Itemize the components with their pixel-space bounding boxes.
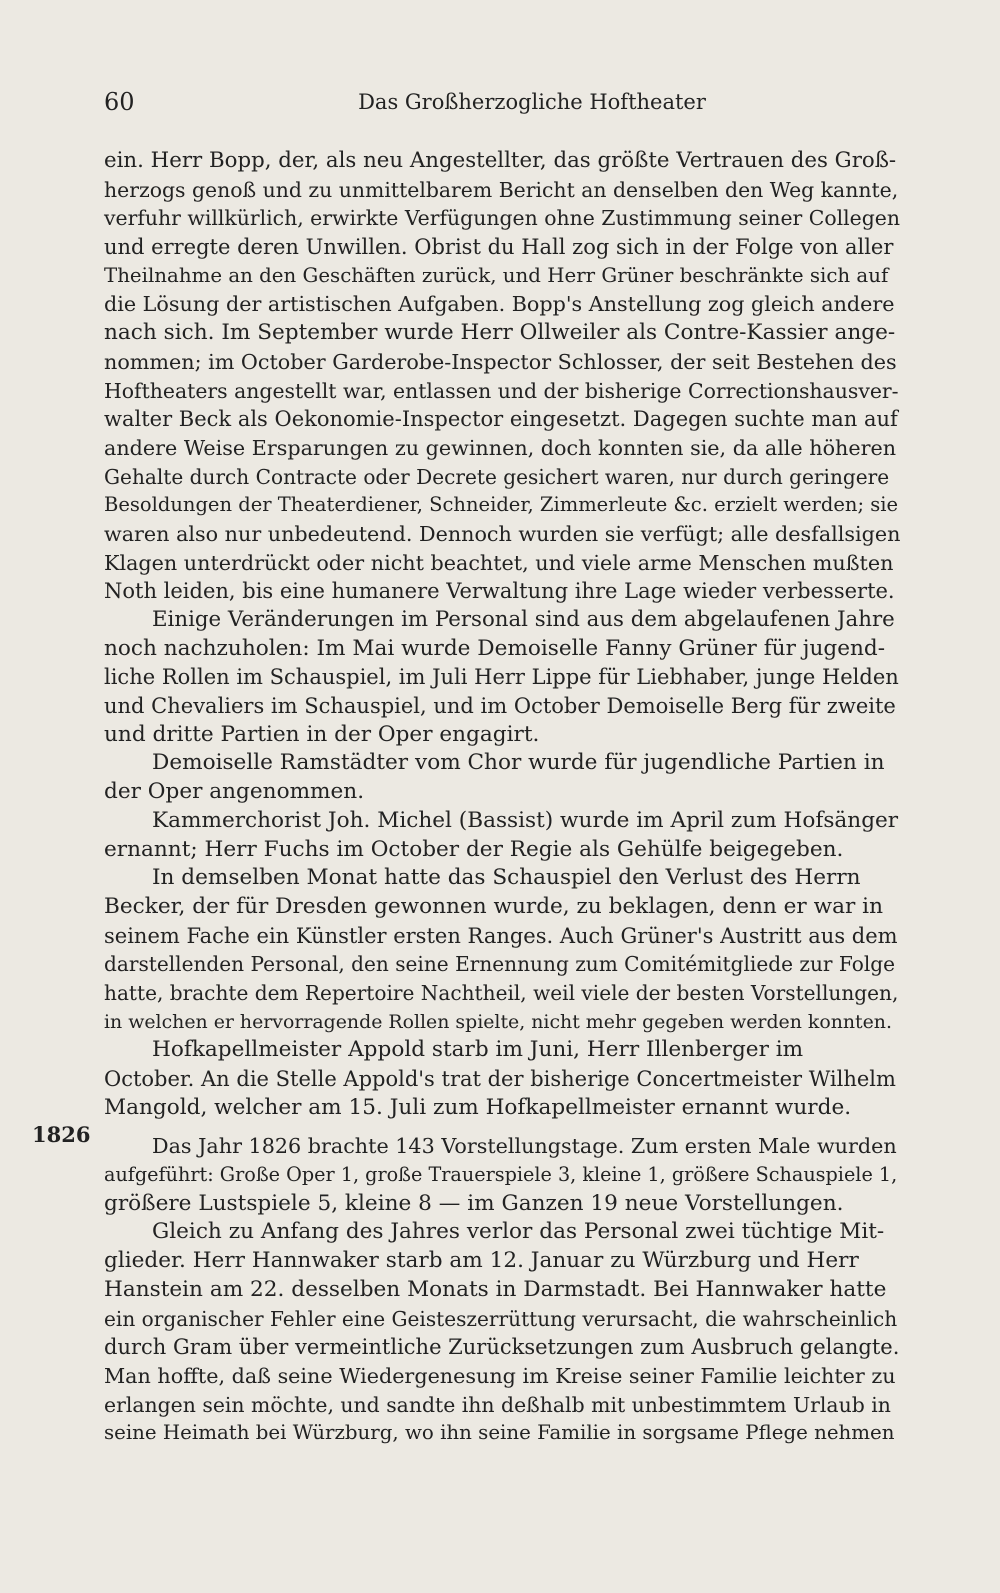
text-line: der Oper angenommen. [104,779,365,805]
text-line: noch nachzuholen: Im Mai wurde Demoiselle Fanny Grüner für jugend- [104,635,886,661]
text-line: und erregte deren Unwillen. Obrist du Hall zog sich in der Folge von aller [104,235,894,260]
text-line: nach sich. Im September wurde Herr Ollweiler als Contre-Kassier ange- [104,320,896,346]
running-title: Das Großherzogliche Hoftheater [358,90,706,114]
text-line: ein organischer Fehler eine Geisteszerrüttung verursacht, die wahrscheinlich [104,1306,898,1331]
text-line: erlangen sein möchte, und sandte ihn deßhalb mit unbestimmtem Urlaub in [104,1392,891,1417]
text-line: Hanstein am 22. desselben Monats in Darmstadt. Bei Hannwaker hatte [104,1276,887,1302]
page-header [104,88,900,124]
text-line: und Chevaliers im Schauspiel, und im October Demoiselle Berg für zweite [104,694,896,719]
text-line: waren also nur unbedeutend. Dennoch wurden sie verfügt; alle desfallsigen [104,521,901,546]
text-line: die Lösung der artistischen Aufgaben. Bopp's Anstellung zog gleich andere [104,292,895,317]
text-line: verfuhr willkürlich, erwirkte Verfügungen ohne Zustimmung seiner Collegen [104,206,900,231]
text-line: Becker, der für Dresden gewonnen wurde, zu beklagen, denn er war in [104,893,883,919]
text-line: Man hoffte, daß seine Wiedergenesung im Kreise seiner Familie leichter zu [104,1363,896,1388]
text-line: aufgeführt: Große Oper 1, große Trauerspiele 3, kleine 1, größere Schauspiele 1, [104,1163,898,1187]
text-line: Theilnahme an den Geschäften zurück, und Herr Grüner beschränkte sich auf [104,263,889,287]
text-line: ein. Herr Bopp, der, als neu Angestellter, das größte Vertrauen des Groß- [104,148,897,173]
text-line: Mangold, welcher am 15. Juli zum Hofkapellmeister ernannt wurde. [104,1094,852,1120]
margin-year-note: 1826 [32,1122,91,1147]
text-line: größere Lustspiele 5, kleine 8 — im Ganzen 19 neue Vorstellungen. [104,1190,844,1216]
text-line: nommen; im October Garderobe-Inspector Schlosser, der seit Bestehen des [104,349,897,374]
body-text [104,147,900,1448]
text-line: Gehalte durch Contracte oder Decrete gesichert waren, nur durch geringere [104,464,890,489]
text-line: Einige Veränderungen im Personal sind aus dem abgelaufenen Jahre [152,607,895,632]
text-line: seine Heimath bei Würzburg, wo ihn seine Familie in sorgsame Pflege nehmen [104,1421,895,1445]
text-line: Klagen unterdrückt oder nicht beachtet, und viele arme Menschen mußten [104,550,894,575]
text-line: ernannt; Herr Fuchs im October der Regie als Gehülfe beigegeben. [104,836,844,862]
text-line: glieder. Herr Hannwaker starb am 12. Januar zu Würzburg und Herr [104,1248,859,1274]
text-line: Das Jahr 1826 brachte 143 Vorstellungstage. Zum ersten Male wurden [152,1134,897,1159]
text-line: In demselben Monat hatte das Schauspiel den Verlust des Herrn [152,865,861,891]
text-line: Hoftheaters angestellt war, entlassen und der bisherige Correctionshausver- [104,378,899,403]
text-line: October. An die Stelle Appold's trat der bisherige Concertmeister Wilhelm [104,1067,896,1091]
text-line: walter Beck als Oekonomie-Inspector eingesetzt. Dagegen suchte man auf [104,407,898,432]
text-line: andere Weise Ersparungen zu gewinnen, doch konnten sie, da alle höheren [104,435,897,460]
text-line: Besoldungen der Theaterdiener, Schneider, Zimmerleute &c. erzielt werden; sie [104,493,898,517]
text-line: liche Rollen im Schauspiel, im Juli Herr Lippe für Liebhaber, junge Helden [104,665,899,690]
text-line: Hofkapellmeister Appold starb im Juni, Herr Illenberger im [152,1037,804,1063]
text-line: Noth leiden, bis eine humanere Verwaltung ihre Lage wieder verbesserte. [104,579,895,604]
text-line: und dritte Partien in der Oper engagirt. [104,721,540,747]
text-line: Demoiselle Ramstädter vom Chor wurde für jugendliche Partien in [152,750,885,776]
text-line: Kammerchorist Joh. Michel (Bassist) wurde im April zum Hofsänger [152,807,899,833]
text-line: Gleich zu Anfang des Jahres verlor das Personal zwei tüchtige Mit- [152,1219,885,1245]
page-number: 60 [104,88,135,116]
text-line: hatte, brachte dem Repertoire Nachtheil, weil viele der besten Vorstellungen, [104,980,899,1005]
text-line: darstellenden Personal, den seine Ernennung zum Comitémitgliede zur Folge [104,952,896,977]
text-line: seinem Fache ein Künstler ersten Ranges. Auch Grüner's Austritt aus dem [104,923,898,948]
text-line: herzogs genoß und zu unmittelbarem Bericht an denselben den Weg kannte, [104,177,899,202]
text-line: in welchen er hervorragende Rollen spielte, nicht mehr gegeben werden konnten. [104,1010,892,1033]
text-line: durch Gram über vermeintliche Zurücksetzungen zum Ausbruch gelangte. [104,1335,900,1360]
